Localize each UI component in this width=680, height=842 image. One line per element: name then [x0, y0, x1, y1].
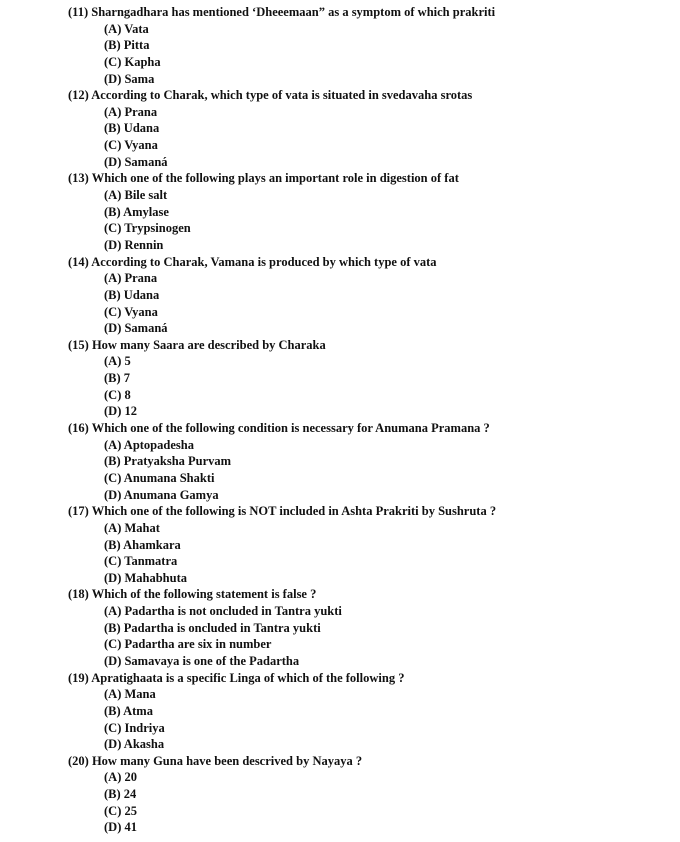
option-b: (B) Atma: [104, 703, 153, 718]
question-text: (18) Which of the following statement is false ?: [68, 587, 317, 602]
option-b: (B) Amylase: [104, 204, 169, 219]
option-a: (A) Mana: [104, 687, 156, 702]
option-d: (D) Samaná: [104, 321, 168, 336]
option-a: (A) Padartha is not oncluded in Tantra yukti: [104, 604, 342, 619]
option-b: (B) Pitta: [104, 38, 150, 53]
question-text: (12) According to Charak, which type of vata is situated in svedavaha srotas: [68, 88, 473, 103]
option-c: (C) Trypsinogen: [104, 221, 191, 236]
question-19: [0, 670, 680, 753]
option-d: (D) Akasha: [104, 737, 165, 752]
question-text: (14) According to Charak, Vamana is produced by which type of vata: [68, 254, 437, 269]
question-text: (11) Sharngadhara has mentioned ‘Dheeemaan” as a symptom of which prakriti: [68, 5, 496, 19]
question-text: (19) Apratighaata is a specific Linga of which of the following ?: [68, 670, 405, 685]
option-c: (C) Vyana: [104, 138, 158, 153]
option-d: (D) Mahabhuta: [104, 570, 187, 585]
option-c: (C) Indriya: [104, 720, 165, 735]
option-c: (C) 8: [104, 387, 131, 402]
question-text: (13) Which one of the following plays an important role in digestion of fat: [68, 171, 459, 186]
option-a: (A) Prana: [104, 104, 158, 119]
question-text: (17) Which one of the following is NOT included in Ashta Prakriti by Sushruta ?: [68, 504, 497, 519]
option-a: (A) Aptopadesha: [104, 437, 194, 452]
question-20: [0, 753, 680, 836]
option-d: (D) Anumana Gamya: [104, 487, 219, 502]
option-d: (D) Samaná: [104, 154, 168, 169]
question-16: [0, 420, 680, 503]
option-b: (B) Pratyaksha Purvam: [104, 454, 232, 469]
option-b: (B) 24: [104, 787, 137, 802]
option-a: (A) 20: [104, 770, 137, 785]
option-b: (B) Udana: [104, 121, 160, 136]
option-c: (C) Padartha are six in number: [104, 637, 272, 652]
question-text: (20) How many Guna have been descrived by Nayaya ?: [68, 753, 363, 768]
option-d: (D) Sama: [104, 71, 155, 86]
option-c: (C) Anumana Shakti: [104, 470, 215, 485]
question-15: [0, 337, 680, 420]
question-18: [0, 586, 680, 669]
option-c: (C) Vyana: [104, 304, 158, 319]
question-11: [0, 4, 680, 87]
question-17: [0, 503, 680, 586]
option-a: (A) 5: [104, 354, 131, 369]
option-d: (D) 12: [104, 404, 137, 419]
option-b: (B) 7: [104, 371, 131, 386]
question-14: [0, 254, 680, 337]
option-c: (C) 25: [104, 803, 137, 818]
question-text: (15) How many Saara are described by Charaka: [68, 337, 326, 352]
option-d: (D) 41: [104, 820, 137, 835]
option-d: (D) Rennin: [104, 237, 164, 252]
question-page: [0, 4, 680, 836]
option-c: (C) Tanmatra: [104, 554, 178, 569]
question-text: (16) Which one of the following condition is necessary for Anumana Pramana ?: [68, 421, 490, 436]
option-a: (A) Mahat: [104, 520, 160, 535]
option-b: (B) Udana: [104, 287, 160, 302]
option-b: (B) Padartha is oncluded in Tantra yukti: [104, 620, 321, 635]
option-b: (B) Ahamkara: [104, 537, 181, 552]
option-a: (A) Vata: [104, 21, 149, 36]
option-a: (A) Bile salt: [104, 188, 168, 203]
question-12: [0, 87, 680, 170]
option-c: (C) Kapha: [104, 54, 161, 69]
question-13: [0, 170, 680, 253]
option-d: (D) Samavaya is one of the Padartha: [104, 653, 300, 668]
option-a: (A) Prana: [104, 271, 158, 286]
